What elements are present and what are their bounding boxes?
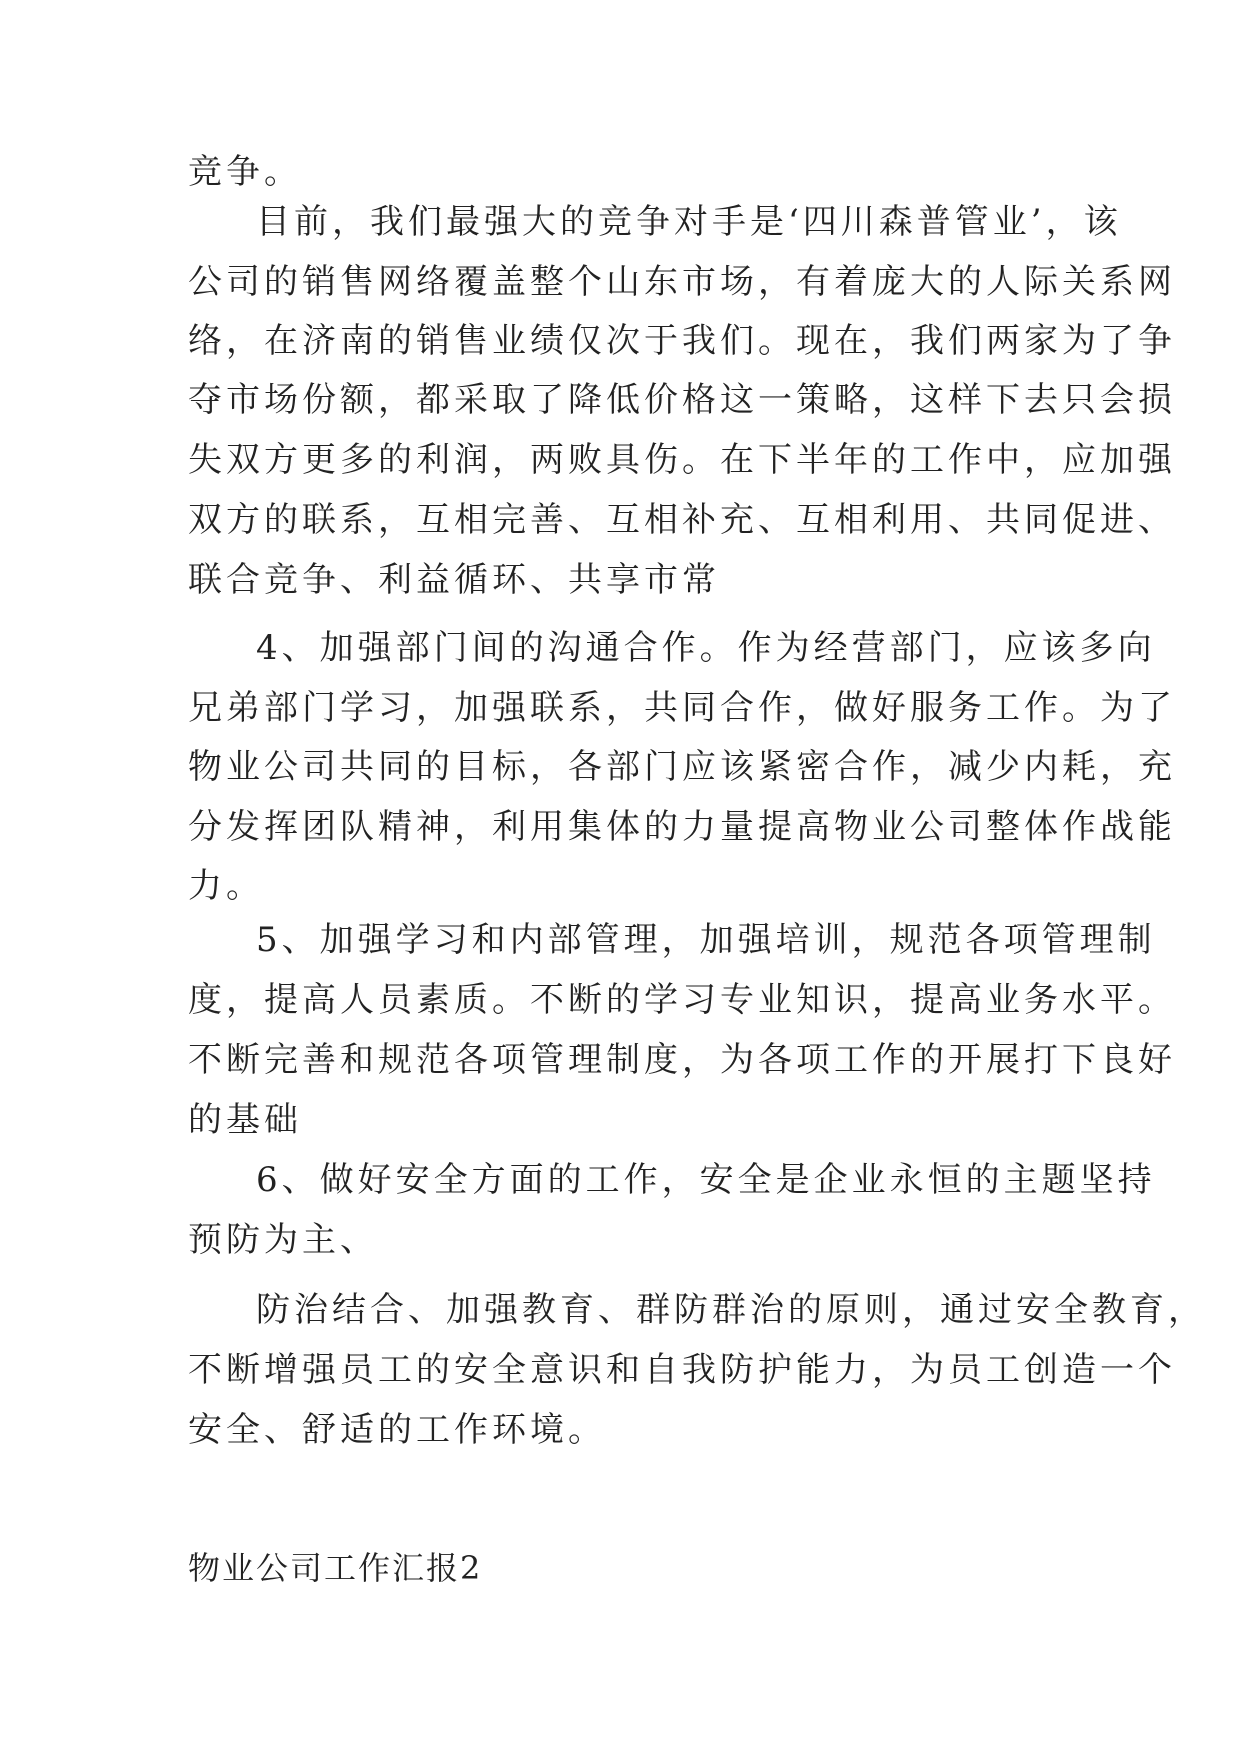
- paragraph-first-line: 5、加强学习和内部管理，加强培训，规范各项管理制: [256, 920, 1156, 960]
- text-line: 度，提高人员素质。不断的学习专业知识，提高业务水平。: [188, 980, 1176, 1020]
- paragraph-first-line: 4、加强部门间的沟通合作。作为经营部门，应该多向: [256, 628, 1156, 668]
- paragraph-first-line: 目前，我们最强大的竞争对手是‘四川森普管业’，该: [256, 202, 1122, 242]
- text-line: 联合竞争、利益循环、共享市常: [188, 560, 720, 600]
- text-line: 不断增强员工的安全意识和自我防护能力，为员工创造一个: [188, 1350, 1176, 1390]
- text-line: 竞争。: [188, 152, 302, 192]
- text-line: 公司的销售网络覆盖整个山东市场，有着庞大的人际关系网: [188, 262, 1176, 302]
- text-line: 力。: [188, 866, 264, 906]
- paragraph-first-line: 防治结合、加强教育、群防群治的原则，通过安全教育，: [256, 1290, 1206, 1330]
- text-line: 的基础: [188, 1100, 302, 1140]
- text-line: 物业公司共同的目标，各部门应该紧密合作，减少内耗，充: [188, 747, 1176, 787]
- section-title: 物业公司工作汇报2: [188, 1549, 483, 1587]
- text-line: 夺市场份额，都采取了降低价格这一策略，这样下去只会损: [188, 380, 1176, 420]
- text-line: 兄弟部门学习，加强联系，共同合作，做好服务工作。为了: [188, 688, 1176, 728]
- text-line: 络，在济南的销售业绩仅次于我们。现在，我们两家为了争: [188, 321, 1176, 361]
- text-line: 预防为主、: [188, 1220, 378, 1260]
- text-line: 双方的联系，互相完善、互相补充、互相利用、共同促进、: [188, 500, 1176, 540]
- text-line: 分发挥团队精神，利用集体的力量提高物业公司整体作战能: [188, 807, 1176, 847]
- text-line: 失双方更多的利润，两败具伤。在下半年的工作中，应加强: [188, 440, 1176, 480]
- paragraph-first-line: 6、做好安全方面的工作，安全是企业永恒的主题坚持: [256, 1160, 1156, 1200]
- text-line: 安全、舒适的工作环境。: [188, 1410, 606, 1450]
- text-line: 不断完善和规范各项管理制度，为各项工作的开展打下良好: [188, 1040, 1176, 1080]
